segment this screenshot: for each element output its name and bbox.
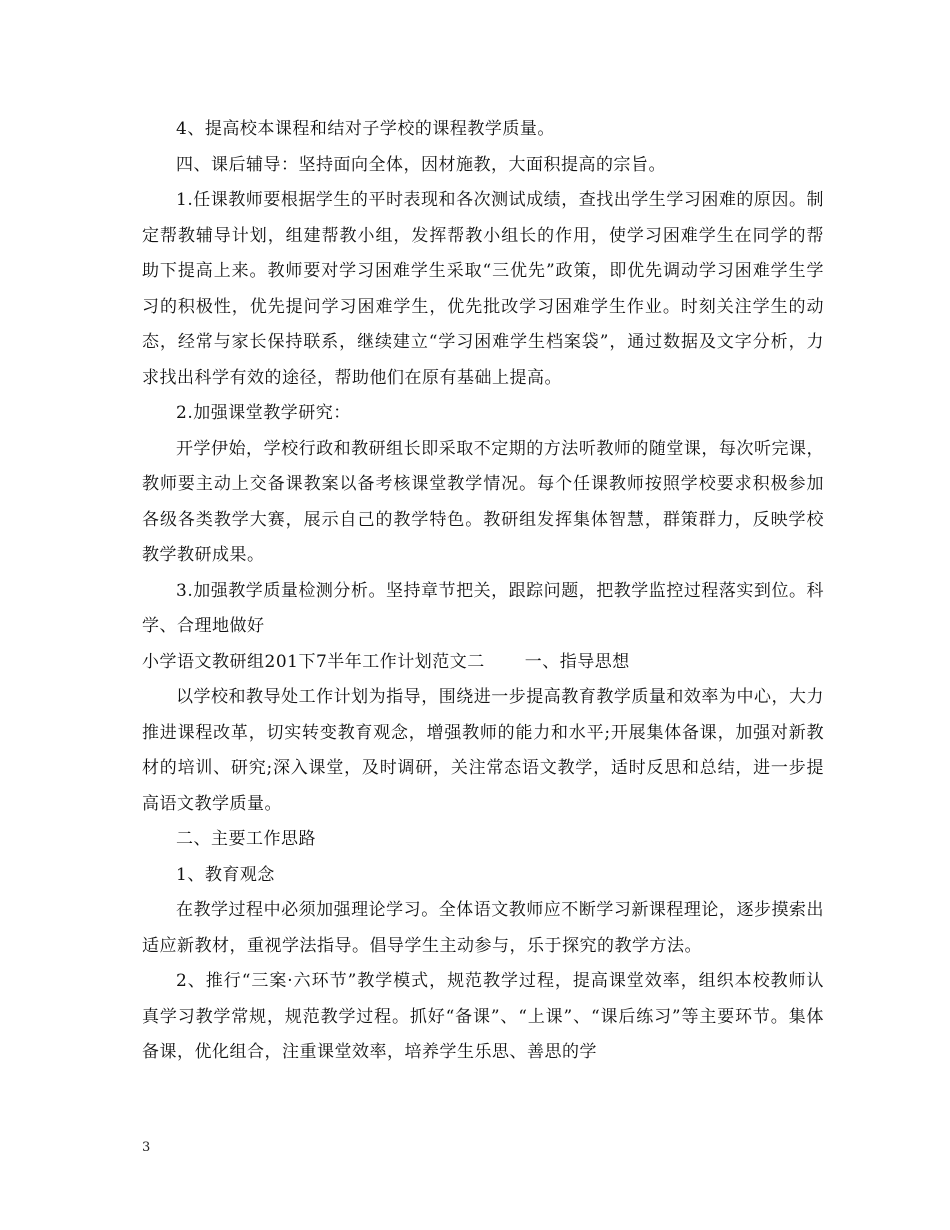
page-number: 3 [142,1140,151,1155]
paragraph-classroom-research-heading: 2.加强课堂教学研究： [176,403,351,423]
document-title: 小学语文教研组201下7半年工作计划范文二 [142,651,485,672]
paragraph-quality-analysis: 3.加强教学质量检测分析。坚持章节把关，跟踪问题，把教学监控过程落实到位。科学、合理地做好 [142,580,824,636]
document-heading-line [142,645,824,681]
section-guiding-ideology: 一、指导思想 [524,651,630,672]
paragraph-tutoring-plan: 1.任课教师要根据学生的平时表现和各次测试成绩，查找出学生学习困难的原因。制定帮教辅导计划，组建帮教小组，发挥帮教小组长的作用，使学习困难学生在同学的帮助下提高上来。教师要对学习困难学生采取“三优先”政策，即优先调动学习困难学生学习的积极性，优先提问学习困难学生，优先批改学习困难学生作业。时刻关注学生的动态，经常与家长保持联系，继续建立“学习困难学生档案袋”，通过数据及文字分析，力求找出科学有效的途径，帮助他们在原有基础上提高。 [142,190,824,388]
subsection-education-concept: 1、教育观念 [176,864,275,885]
paragraph-guiding-ideology: 以学校和教导处工作计划为指导，围绕进一步提高教育教学质量和效率为中心，大力推进课程改革，切实转变教育观念，增强教师的能力和水平;开展集体备课，加强对新教材的培训、研究;深入课堂，及时调研，关注常态语文教学，适时反思和总结，进一步提高语文教学质量。 [142,687,824,814]
paragraph-classroom-research: 开学伊始，学校行政和教研组长即采取不定期的方法听教师的随堂课，每次听完课，教师要主动上交备课教案以备考核课堂教学情况。每个任课教师按照学校要求积极参加各级各类教学大赛，展示自己的教学特色。教研组发挥集体智慧，群策群力，反映学校教学教研成果。 [142,438,824,565]
paragraph-theory-study: 在教学过程中必须加强理论学习。全体语文教师应不断学习新课程理论，逐步摸索出适应新教材，重视学法指导。倡导学生主动参与，乐于探究的教学方法。 [142,900,824,956]
paragraph-after-class-tutoring: 四、课后辅导：坚持面向全体，因材施教，大面积提高的宗旨。 [176,154,666,175]
document-body [142,112,824,1071]
section-main-work-ideas: 二、主要工作思路 [176,829,316,849]
paragraph-improve-school-courses: 4、提高校本课程和结对子学校的课程教学质量。 [176,119,555,139]
paragraph-teaching-model: 2、推行“三案·六环节”教学模式，规范教学过程，提高课堂效率，组织本校教师认真学习教学常规，规范教学过程。抓好“备课”、“上课”、“课后练习”等主要环节。集体备课，优化组合，注重课堂效率，培养学生乐思、善思的学 [142,971,824,1062]
